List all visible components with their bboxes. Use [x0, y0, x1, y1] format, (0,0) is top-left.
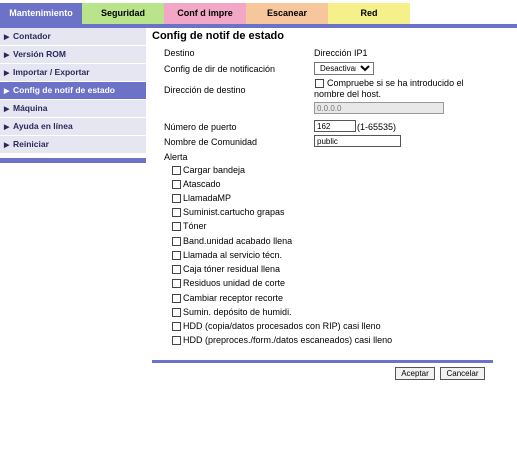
sidebar-item-label: Config de notif de estado [13, 85, 115, 95]
top-tab-bar [0, 0, 517, 24]
arrow-right-icon: ▶ [4, 34, 10, 41]
sidebar-item-label: Versión ROM [13, 49, 66, 59]
sidebar-item-ayuda-en-linea[interactable] [0, 118, 146, 136]
tab-label: Conf d impre [177, 8, 233, 18]
sidebar-item-label: Reiniciar [13, 139, 49, 149]
arrow-right-icon: ▶ [4, 142, 10, 149]
alerta-label: Alerta [164, 152, 188, 162]
alert-checkbox[interactable] [172, 237, 181, 246]
arrow-right-icon: ▶ [4, 70, 10, 77]
tab-label: Seguridad [100, 8, 145, 18]
destino-value: Dirección IP1 [314, 48, 368, 58]
alert-label: LlamadaMP [183, 193, 232, 203]
page-title: Config de notif de estado [152, 30, 284, 42]
alert-checkbox[interactable] [172, 265, 181, 274]
cancel-button[interactable]: Cancelar [440, 367, 485, 380]
tab-label: Escanear [266, 8, 308, 18]
alert-checkbox[interactable] [172, 308, 181, 317]
tab-mantenimiento[interactable] [0, 3, 82, 24]
alert-checkbox[interactable] [172, 208, 181, 217]
tab-seguridad[interactable] [82, 3, 164, 24]
sidebar [0, 28, 146, 163]
sidebar-bottom-bar [0, 158, 146, 163]
tab-label: Mantenimiento [9, 8, 73, 18]
alert-label: Atascado [183, 179, 221, 189]
accept-button[interactable]: Aceptar [395, 367, 435, 380]
community-name-label: Nombre de Comunidad [164, 137, 258, 147]
alert-checkbox[interactable] [172, 322, 181, 331]
port-range-hint: (1-65535) [357, 122, 397, 132]
tab-escanear[interactable] [246, 3, 328, 24]
sidebar-item-label: Importar / Exportar [13, 67, 90, 77]
community-name-field[interactable] [314, 135, 401, 147]
port-number-field[interactable] [314, 120, 356, 132]
sidebar-item-label: Ayuda en línea [13, 121, 73, 131]
sidebar-item-label: Máquina [13, 103, 48, 113]
arrow-right-icon: ▶ [4, 106, 10, 113]
alert-checkbox[interactable] [172, 180, 181, 189]
port-number-label: Número de puerto [164, 122, 237, 132]
alert-checkbox[interactable] [172, 279, 181, 288]
alert-checkbox[interactable] [172, 194, 181, 203]
alert-label: Cargar bandeja [183, 165, 246, 175]
tab-conf-impre[interactable] [164, 3, 246, 24]
sidebar-item-version-rom[interactable] [0, 46, 146, 64]
form-bottom-bar [152, 360, 493, 363]
check-hostname-label-line1: Compruebe si se ha introducido el [327, 78, 464, 88]
alert-label: HDD (preproces./form./datos escaneados) casi lleno [183, 335, 393, 345]
check-hostname-label-line2: nombre del host. [314, 89, 382, 99]
tab-red[interactable] [328, 3, 410, 24]
sidebar-item-maquina[interactable] [0, 100, 146, 118]
destino-label: Destino [164, 48, 195, 58]
notif-address-label: Config de dir de notificación [164, 64, 276, 74]
arrow-right-icon: ▶ [4, 124, 10, 131]
alert-checkbox[interactable] [172, 294, 181, 303]
alert-checkbox[interactable] [172, 336, 181, 345]
alert-label: Band.unidad acabado llena [183, 236, 293, 246]
alert-label: Tóner [183, 221, 207, 231]
alert-checkbox[interactable] [172, 251, 181, 260]
alert-label: Residuos unidad de corte [183, 278, 286, 288]
alert-checkbox[interactable] [172, 166, 181, 175]
dest-address-label: Dirección de destino [164, 85, 246, 95]
alert-label: HDD (copia/datos procesados con RIP) casi lleno [183, 321, 381, 331]
tab-label: Red [360, 8, 378, 18]
alert-checkbox[interactable] [172, 222, 181, 231]
sidebar-item-importar-exportar[interactable] [0, 64, 146, 82]
sidebar-item-label: Contador [13, 31, 51, 41]
alert-label: Llamada al servicio técn. [183, 250, 283, 260]
alert-label: Sumin. depósito de humidi. [183, 307, 292, 317]
alert-label: Cambiar receptor recorte [183, 293, 284, 303]
alert-label: Caja tóner residual llena [183, 264, 281, 274]
check-hostname-checkbox[interactable] [315, 79, 324, 88]
sidebar-item-reiniciar[interactable] [0, 136, 146, 154]
arrow-right-icon: ▶ [4, 88, 10, 95]
sidebar-item-config-notif-estado[interactable] [0, 82, 146, 100]
sidebar-item-contador[interactable] [0, 28, 146, 46]
notif-address-select[interactable] [314, 62, 374, 75]
ip-address-field[interactable] [314, 102, 444, 114]
arrow-right-icon: ▶ [4, 52, 10, 59]
alert-label: Suminist.cartucho grapas [183, 207, 285, 217]
